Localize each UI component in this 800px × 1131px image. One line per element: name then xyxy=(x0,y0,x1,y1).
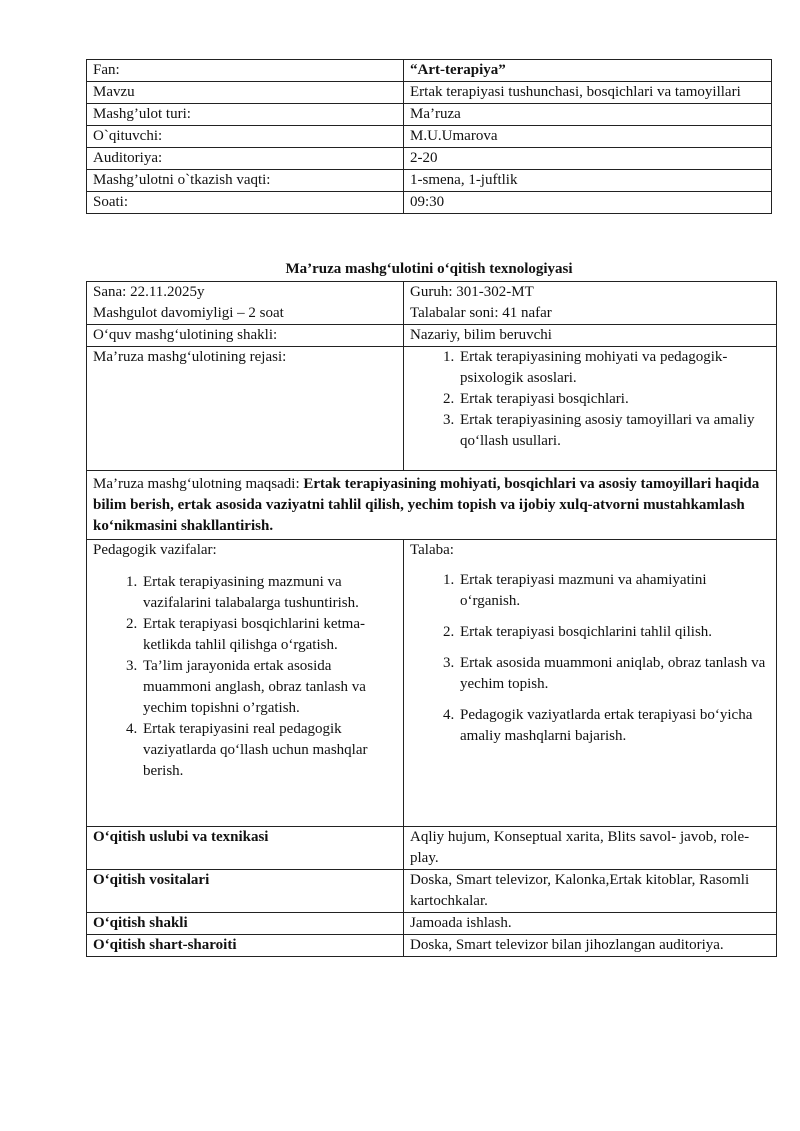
student-tasks-list xyxy=(410,570,770,747)
plan-row xyxy=(87,347,777,471)
info-label: O`qituvchi: xyxy=(87,126,404,148)
form-value: Nazariy, bilim beruvchi xyxy=(404,325,777,347)
form-label: O‘quv mashg‘ulotining shakli: xyxy=(87,325,404,347)
tasks-row xyxy=(87,540,777,827)
section-title: Ma’ruza mashg‘ulotini o‘qitish texnologiyasi xyxy=(285,261,573,277)
info-row-turi xyxy=(87,104,772,126)
methods-label: O‘qitish uslubi va texnikasi xyxy=(87,827,404,870)
student-tasks-label: Talaba: xyxy=(410,542,454,558)
info-row-auditoriya xyxy=(87,148,772,170)
list-item: 1. Ertak terapiyasining mohiyati va pedagogik-psixologik asoslari. xyxy=(458,347,770,389)
info-value: “Art-terapiya” xyxy=(404,60,772,82)
list-item: 1. Ertak terapiyasining mazmuni va vazifalarini talabalarga tushuntirish. xyxy=(141,572,397,614)
goal-text: Ertak terapiyasining mohiyati, bosqichlari va asosiy tamoyillari haqida bilim berish, ertak asosida vaziyatni tahlil qilish, yechim topish va ijobiy xulq-atvorni mustahkamlash ko‘nikmasini shakllantirish. xyxy=(93,476,760,534)
goal-label: Ma’ruza mashg‘ulotning maqsadi: xyxy=(93,476,304,492)
header-row xyxy=(87,282,777,325)
conditions-row xyxy=(87,935,777,957)
list-item: 3. Ta’lim jarayonida ertak asosida muammoni anglash, obraz tanlash va yechim topishni o’rgatish. xyxy=(141,656,397,719)
info-label: Fan: xyxy=(87,60,404,82)
teaching-form-label: O‘qitish shakli xyxy=(87,913,404,935)
list-item: 2. Ertak terapiyasi bosqichlarini tahlil qilish. xyxy=(458,622,770,643)
info-row-mavzu xyxy=(87,82,772,104)
plan-cell xyxy=(404,347,777,471)
info-value: Ma’ruza xyxy=(404,104,772,126)
info-label: Mashg’ulot turi: xyxy=(87,104,404,126)
info-label: Auditoriya: xyxy=(87,148,404,170)
teaching-form-value: Jamoada ishlash. xyxy=(404,913,777,935)
form-row xyxy=(87,325,777,347)
list-item: 4. Ertak terapiyasini real pedagogik vaziyatlarda qo‘llash uchun mashqlar berish. xyxy=(141,719,397,782)
teacher-tasks-label: Pedagogik vazifalar: xyxy=(93,542,217,558)
info-value: M.U.Umarova xyxy=(404,126,772,148)
conditions-label: O‘qitish shart-sharoiti xyxy=(87,935,404,957)
teaching-form-row xyxy=(87,913,777,935)
info-row-oqituvchi xyxy=(87,126,772,148)
goal-cell xyxy=(87,471,777,540)
info-row-vaqti xyxy=(87,170,772,192)
duration-text: Mashgulot davomiyligi – 2 soat xyxy=(93,305,284,321)
conditions-value: Doska, Smart televizor bilan jihozlangan auditoriya. xyxy=(404,935,777,957)
list-item: 1. Ertak terapiyasi mazmuni va ahamiyatini o‘rganish. xyxy=(458,570,770,612)
plan-label: Ma’ruza mashg‘ulotining rejasi: xyxy=(87,347,404,471)
info-value: 09:30 xyxy=(404,192,772,214)
list-item: 2. Ertak terapiyasi bosqichlari. xyxy=(458,389,770,410)
students-count-text: Talabalar soni: 41 nafar xyxy=(410,305,552,321)
student-tasks-cell xyxy=(404,540,777,827)
teacher-tasks-list xyxy=(93,572,397,782)
date-cell xyxy=(87,282,404,325)
info-row-soati xyxy=(87,192,772,214)
group-cell xyxy=(404,282,777,325)
methods-value: Aqliy hujum, Konseptual xarita, Blits savol- javob, role-play. xyxy=(404,827,777,870)
info-label: Soati: xyxy=(87,192,404,214)
tools-row xyxy=(87,870,777,913)
list-item: 3. Ertak asosida muammoni aniqlab, obraz tanlash va yechim topish. xyxy=(458,653,770,695)
technology-table xyxy=(86,281,777,957)
group-text: Guruh: 301-302-MT xyxy=(410,284,534,300)
info-label: Mashg’ulotni o`tkazish vaqti: xyxy=(87,170,404,192)
list-item: 3. Ertak terapiyasining asosiy tamoyillari va amaliy qo‘llash usullari. xyxy=(458,410,770,452)
info-label: Mavzu xyxy=(87,82,404,104)
info-value: 1-smena, 1-juftlik xyxy=(404,170,772,192)
list-item: 2. Ertak terapiyasi bosqichlarini ketma-ketlikda tahlil qilishga o‘rgatish. xyxy=(141,614,397,656)
lesson-info-table xyxy=(86,59,772,214)
info-value: Ertak terapiyasi tushunchasi, bosqichlari va tamoyillari xyxy=(404,82,772,104)
methods-row xyxy=(87,827,777,870)
plan-list xyxy=(410,347,770,452)
info-value: 2-20 xyxy=(404,148,772,170)
info-row-fan xyxy=(87,60,772,82)
goal-row xyxy=(87,471,777,540)
tools-value: Doska, Smart televizor, Kalonka,Ertak kitoblar, Rasomli kartochkalar. xyxy=(404,870,777,913)
list-item: 4. Pedagogik vaziyatlarda ertak terapiyasi bo‘yicha amaliy mashqlarni bajarish. xyxy=(458,705,770,747)
date-text: Sana: 22.11.2025y xyxy=(93,284,205,300)
tools-label: O‘qitish vositalari xyxy=(87,870,404,913)
teacher-tasks-cell xyxy=(87,540,404,827)
